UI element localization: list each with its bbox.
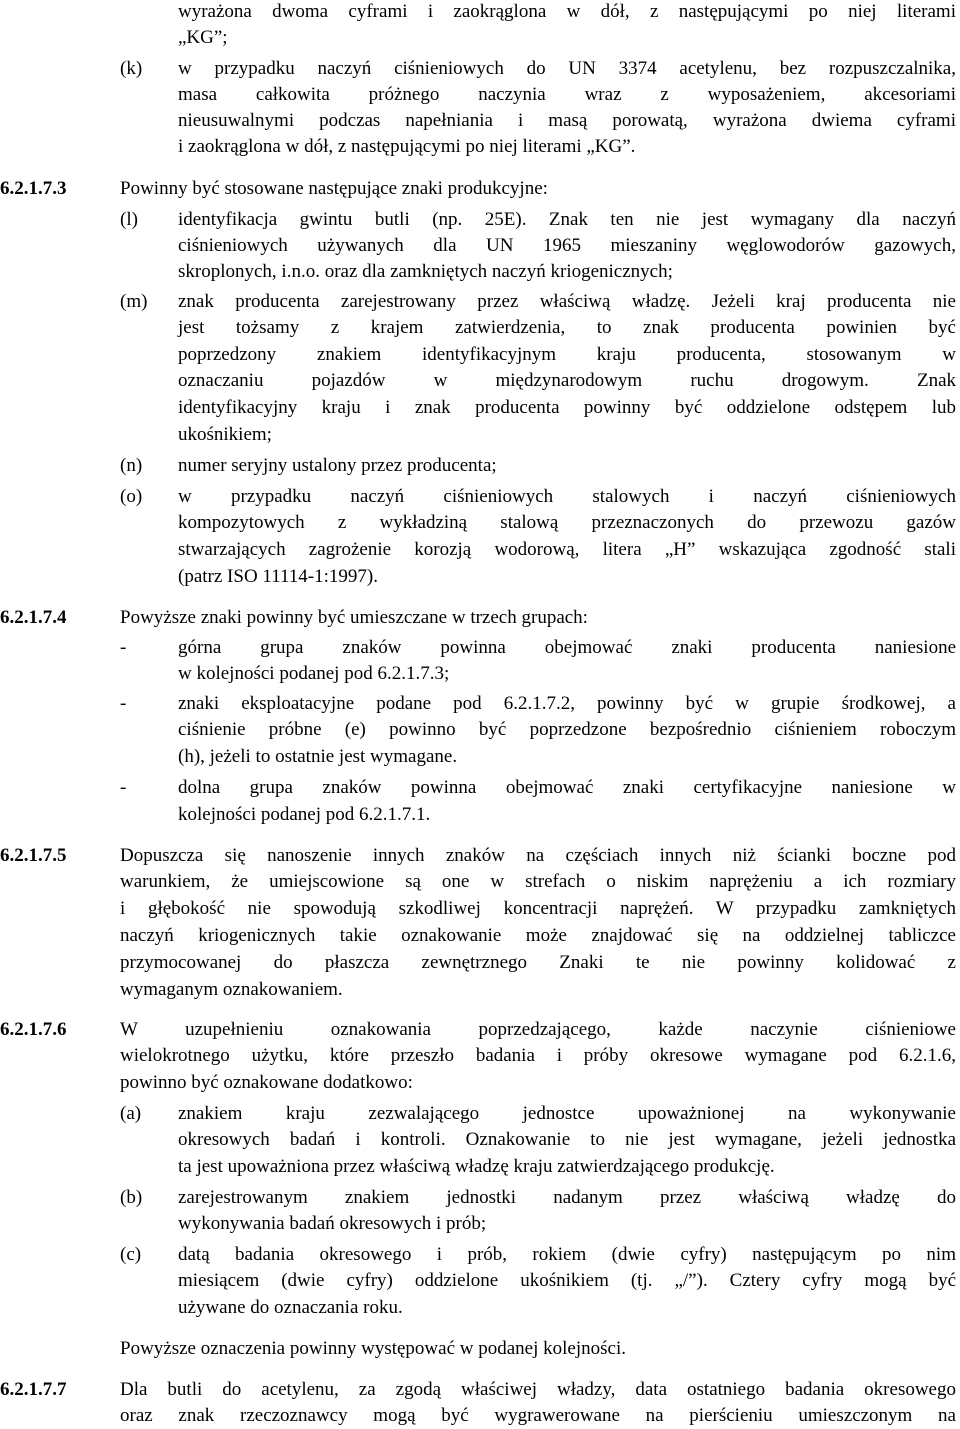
- bullet-dash: -: [120, 693, 127, 714]
- text-line: w kolejności podanej pod 6.2.1.7.3;: [178, 663, 450, 684]
- text-line: znakiem kraju zezwalającego jednostce upoważnionej na wykonywanie: [178, 1103, 956, 1124]
- text-line: dolna grupa znaków powinna obejmować znaki certyfikacyjne naniesione w: [178, 777, 956, 798]
- text-line: stwarzających zagrożenie korozją wodorową, litera „H” wskazująca zgodność stali: [178, 539, 956, 560]
- text-line: masa całkowita próżnego naczynia wraz z wyposażeniem, akcesoriami: [178, 84, 956, 105]
- section-number: 6.2.1.7.5: [0, 845, 67, 866]
- text-line: znaki eksploatacyjne podane pod 6.2.1.7.2, powinny być w grupie środkowej, a: [178, 693, 956, 714]
- text-line: ciśnienie próbne (e) powinno być poprzedzone bezpośrednio ciśnieniem roboczym: [178, 719, 956, 740]
- text-line: wymaganym oznakowaniem.: [120, 979, 343, 1000]
- text-line: wyrażona dwoma cyframi i zaokrąglona w dół, z następującymi po niej literami: [178, 1, 956, 22]
- text-line: Dla butli do acetylenu, za zgodą właściwej władzy, data ostatniego badania okresowego: [120, 1379, 956, 1400]
- section-number: 6.2.1.7.4: [0, 607, 67, 628]
- section-heading: Powyższe znaki powinny być umieszczane w trzech grupach:: [120, 607, 588, 628]
- item-label-b: (b): [120, 1187, 143, 1208]
- text-line: w przypadku naczyń ciśnieniowych stalowych i naczyń ciśnieniowych: [178, 486, 956, 507]
- section-number: 6.2.1.7.3: [0, 178, 67, 199]
- item-label-n: (n): [120, 455, 143, 476]
- text-line: miesiącem (dwie cyfry) oddzielone ukośnikiem (tj. „/”). Cztery cyfry mogą być: [178, 1270, 956, 1291]
- text-line: ukośnikiem;: [178, 424, 272, 445]
- text-line: nieusuwalnymi podczas napełniania i masą porowatą, wyrażona dwiema cyframi: [178, 110, 956, 131]
- text-line: kolejności podanej pod 6.2.1.7.1.: [178, 804, 431, 825]
- item-label-k: (k): [120, 58, 143, 79]
- text-line: jest tożsamy z krajem zatwierdzenia, to znak producenta powinien być: [178, 317, 956, 338]
- text-line: ciśnieniowych używanych dla UN 1965 mieszaniny węglowodorów gazowych,: [178, 235, 956, 256]
- text-line: znak producenta zarejestrowany przez właściwą władzę. Jeżeli kraj producenta nie: [178, 291, 956, 312]
- text-line: kompozytowych z wykładziną stalową przeznaczonych do przewozu gazów: [178, 512, 956, 533]
- text-line: datą badania okresowego i prób, rokiem (dwie cyfry) następującym po nim: [178, 1244, 956, 1265]
- text-line: (h), jeżeli to ostatnie jest wymagane.: [178, 746, 458, 767]
- text-line: oraz znak rzeczoznawcy mogą być wygrawerowane na pierścieniu umieszczonym na: [120, 1405, 956, 1426]
- text-line: identyfikacja gwintu butli (np. 25E). Znak ten nie jest wymagany dla naczyń: [178, 209, 956, 230]
- section-number: 6.2.1.7.6: [0, 1019, 67, 1040]
- text-line: w przypadku naczyń ciśnieniowych do UN 3374 acetylenu, bez rozpuszczalnika,: [178, 58, 956, 79]
- text-line: identyfikacyjny kraju i znak producenta powinny być oddzielone odstępem lub: [178, 397, 956, 418]
- text-line: numer seryjny ustalony przez producenta;: [178, 455, 497, 476]
- text-line: „KG”;: [178, 27, 228, 48]
- item-label-c: (c): [120, 1244, 142, 1265]
- text-line: skroplonych, i.n.o. oraz dla zamkniętych naczyń kriogenicznych;: [178, 261, 673, 282]
- text-line: oznaczaniu pojazdów w międzynarodowym ruchu drogowym. Znak: [178, 370, 956, 391]
- text-line: wykonywania badań okresowych i prób;: [178, 1213, 487, 1234]
- text-line: Dopuszcza się nanoszenie innych znaków na częściach innych niż ścianki boczne pod: [120, 845, 956, 866]
- text-line: poprzedzony znakiem identyfikacyjnym kraju producenta, stosowanym w: [178, 344, 956, 365]
- text-line: zarejestrowanym znakiem jednostki nadanym przez właściwą władzę do: [178, 1187, 956, 1208]
- text-line: powinno być oznakowane dodatkowo:: [120, 1072, 413, 1093]
- text-line: używane do oznaczania roku.: [178, 1297, 403, 1318]
- text-line: górna grupa znaków powinna obejmować znaki producenta naniesione: [178, 637, 956, 658]
- item-label-a: (a): [120, 1103, 142, 1124]
- bullet-dash: -: [120, 777, 127, 798]
- section-heading: Powinny być stosowane następujące znaki produkcyjne:: [120, 178, 548, 199]
- text-line: (patrz ISO 11114-1:1997).: [178, 566, 378, 587]
- text-line: wielokrotnego użytku, które przeszło badania i próby okresowe wymagane pod 6.2.1.6,: [120, 1045, 956, 1066]
- text-line: okresowych badań i kontroli. Oznakowanie to nie jest wymagane, jeżeli jednostka: [178, 1129, 956, 1150]
- bullet-dash: -: [120, 637, 127, 658]
- item-label-m: (m): [120, 291, 148, 312]
- text-line: naczyń kriogenicznych takie oznakowanie może znajdować się na oddzielnej tabliczce: [120, 925, 956, 946]
- text-line: W uzupełnieniu oznakowania poprzedzającego, każde naczynie ciśnieniowe: [120, 1019, 956, 1040]
- text-line: przymocowanej do płaszcza zewnętrznego Znaki te nie powinny kolidować z: [120, 952, 956, 973]
- text-line: warunkiem, że umiejscowione są one w strefach o niskim naprężeniu a ich rozmiary: [120, 871, 956, 892]
- section-number: 6.2.1.7.7: [0, 1379, 67, 1400]
- text-line: i zaokrąglona w dół, z następującymi po niej literami „KG”.: [178, 136, 636, 157]
- text-line: i głębokość nie spowodują szkodliwej koncentracji naprężeń. W przypadku zamkniętych: [120, 898, 956, 919]
- item-label-l: (l): [120, 209, 138, 230]
- text-line: ta jest upoważniona przez właściwą władzę kraju zatwierdzającego produkcję.: [178, 1156, 775, 1177]
- item-label-o: (o): [120, 486, 143, 507]
- closing-sentence: Powyższe oznaczenia powinny występować w podanej kolejności.: [120, 1338, 626, 1359]
